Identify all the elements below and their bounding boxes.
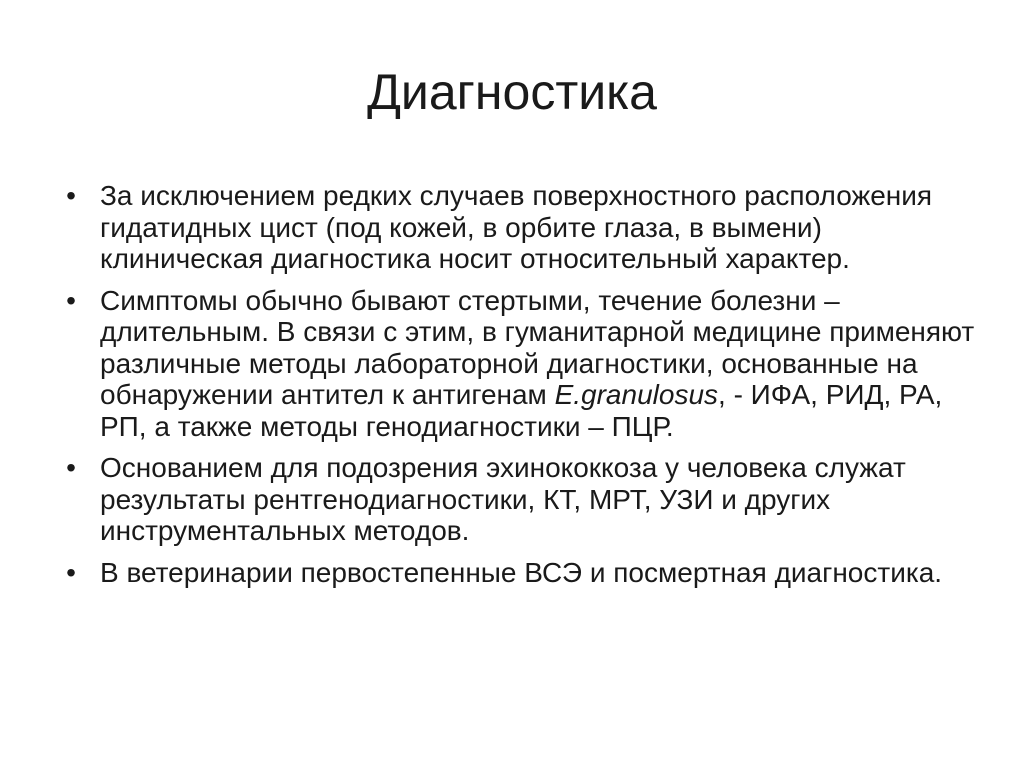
bullet-icon: • (66, 556, 76, 588)
bullet-item (56, 452, 976, 547)
bullet-text (100, 285, 974, 442)
species-name: E.granulosus (554, 379, 719, 410)
bullet-item (56, 557, 976, 589)
bullet-text: В ветеринарии первостепенные ВСЭ и посмертная диагностика. (100, 556, 943, 588)
bullet-icon: • (66, 284, 76, 316)
bullet-text-part: Симптомы обычно бывают стертыми, течение болезни – длительным. В связи с этим, в гуманитарной медицине применяют различные методы лабораторной диагностики, основанные на обнаружении антител к антигенам (100, 284, 975, 410)
bullet-text-part: , - ИФА, РИД, РА, РП, а также методы генодиагностики – ПЦР. (100, 379, 943, 442)
bullet-text: За исключением редких случаев поверхностного расположения гидатидных цист (под кожей, в орбите глаза, в вымени) клиническая диагностика носит относительный характер. (100, 180, 933, 274)
bullet-icon: • (66, 180, 76, 211)
bullet-item (56, 180, 976, 275)
bullet-item (56, 285, 976, 443)
bullet-icon: • (66, 452, 76, 483)
slide-title: Диагностика (367, 64, 657, 120)
bullet-text: Основанием для подозрения эхинококкоза у человека служат результаты рентгенодиагностики, КТ, МРТ, УЗИ и других инструментальных методов. (100, 452, 906, 546)
bullet-list (56, 180, 976, 598)
